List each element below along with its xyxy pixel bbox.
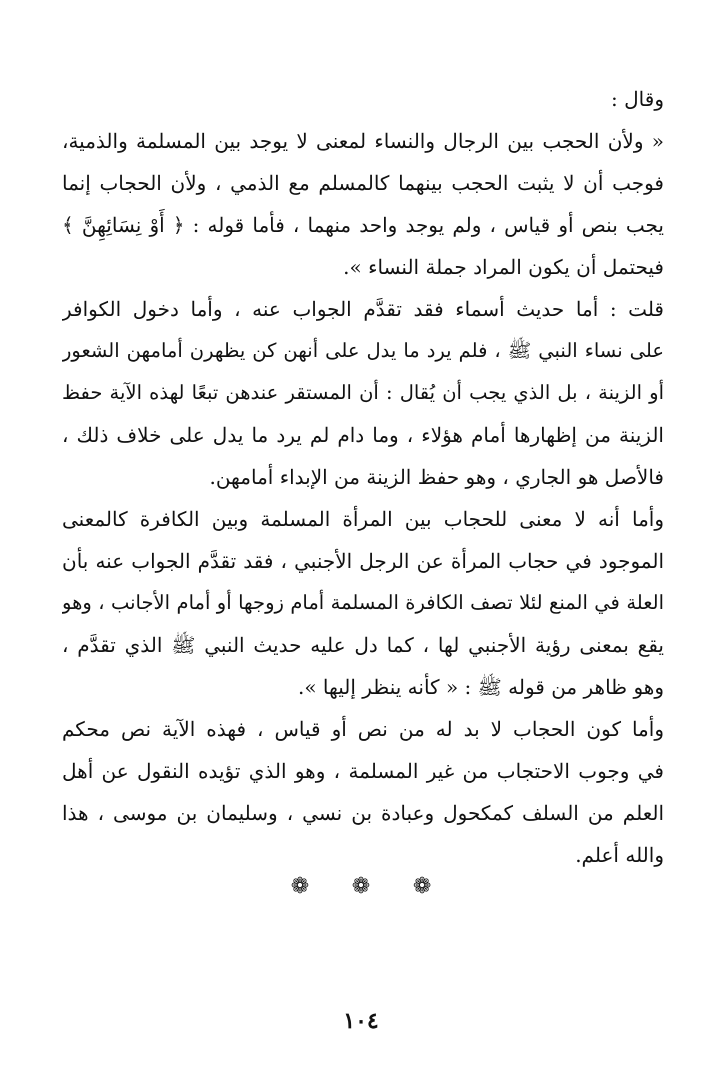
text-line: العلم من السلف كمكحول وعبادة بن نسي ، وسليمان بن موسى ، هذا (62, 801, 664, 825)
text-line: « ولأن الحجب بين الرجال والنساء لمعنى لا يوجد بين المسلمة والذمية، (62, 129, 664, 153)
text-line: الزينة من إظهارها أمام هؤلاء ، وما دام لم يرد ما يدل على خلاف ذلك ، (62, 423, 664, 447)
body-text (62, 78, 664, 876)
flower-ornament-icon: ❁ (351, 874, 371, 899)
text-line: وقال : (611, 87, 664, 111)
section-divider (0, 876, 722, 912)
text-line: أو الزينة ، بل الذي يجب أن يُقال : أن المستقر عندهن تبعًا لهذه الآية حفظ (62, 381, 664, 404)
text-line: العلة في المنع لئلا تصف الكافرة المسلمة أمام زوجها أو أمام الأجانب ، وهو (62, 591, 664, 614)
text-line: في وجوب الاحتجاب من غير المسلمة ، وهو الذي تؤيده النقول عن أهل (62, 759, 664, 783)
text-line: على نساء النبي ﷺ ، فلم يرد ما يدل على أنهن كن يظهرن أمامهن الشعور (62, 339, 664, 362)
text-line: فالأصل هو الجاري ، وهو حفظ الزينة من الإبداء أمامهن. (209, 465, 664, 489)
text-line: وهو ظاهر من قوله ﷺ : « كأنه ينظر إليها ». (297, 675, 664, 699)
text-line: الموجود في حجاب المرأة عن الرجل الأجنبي ، فقد تقدَّم الجواب عنه بأن (62, 549, 664, 573)
flower-ornament-icon: ❁ (412, 874, 432, 899)
text-line: فوجب أن لا يثبت الحجب بينهما كالمسلم مع الذمي ، ولأن الحجاب إنما (62, 171, 664, 195)
text-line: يقع بمعنى رؤية الأجنبي لها ، كما دل عليه حديث النبي ﷺ الذي تقدَّم ، (62, 633, 664, 657)
text-line: قلت : أما حديث أسماء فقد تقدَّم الجواب عنه ، وأما دخول الكوافر (62, 297, 664, 321)
text-line: يجب بنص أو قياس ، ولم يوجد واحد منهما ، فأما قوله : ﴿ أَوْ نِسَائِهِنَّ ﴾ (62, 213, 664, 237)
text-line: وأما كون الحجاب لا بد له من نص أو قياس ، فهذه الآية نص محكم (62, 717, 664, 741)
page-number: ١٠٤ (343, 1008, 379, 1034)
text-line: وأما أنه لا معنى للحجاب بين المرأة المسلمة وبين الكافرة كالمعنى (62, 507, 664, 531)
text-line: فيحتمل أن يكون المراد جملة النساء ». (343, 255, 664, 279)
text-line: والله أعلم. (575, 843, 664, 867)
flower-ornament-icon: ❁ (290, 874, 310, 899)
